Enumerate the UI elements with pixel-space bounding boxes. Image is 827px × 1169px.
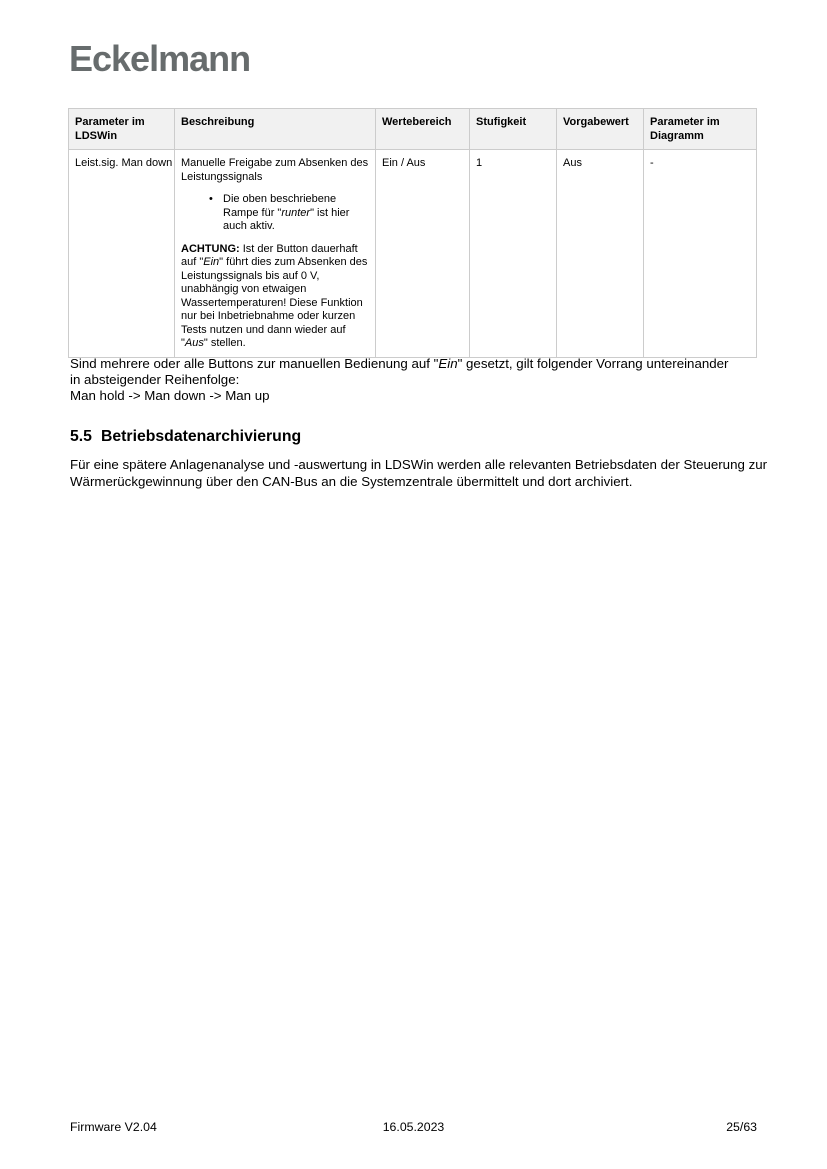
cell-vorgabewert: Aus — [557, 150, 644, 358]
bullet-marker: • — [209, 193, 213, 205]
text-segment: " führt dies zum Absenken des Leistungssignals bis auf 0 V, unabhängig von etwaigen Wassertemperaturen! Diese Funktion nur bei Inbetriebnahme oder kurzen Tests nutzen und dann wieder auf " — [181, 256, 368, 349]
cell-wertebereich: Ein / Aus — [376, 150, 470, 358]
section-title: Betriebsdatenarchivierung — [100, 428, 302, 445]
cell-description — [175, 150, 376, 358]
header-wertebereich: Wertebereich — [376, 109, 470, 150]
footer-page-number: 25/63 — [726, 1120, 757, 1134]
description-bullet-item — [181, 193, 369, 234]
text-segment: " ist hier auch aktiv. — [223, 206, 350, 232]
header-beschreibung: Beschreibung — [175, 109, 376, 150]
section-heading — [70, 428, 301, 446]
italic-term-ein: Ein — [438, 356, 458, 371]
header-parameter-ldswin: Parameter im LDSWin — [69, 109, 175, 150]
warning-label: ACHTUNG: — [181, 242, 240, 255]
italic-term-ein: Ein — [203, 256, 220, 268]
italic-term-runter: runter — [281, 206, 311, 219]
section-number: 5.5 — [70, 428, 92, 445]
footer-date: 16.05.2023 — [382, 1120, 445, 1134]
page-footer — [70, 1120, 757, 1134]
italic-term-aus: Aus — [184, 337, 204, 349]
table-row — [69, 150, 757, 358]
priority-order-line: Man hold -> Man down -> Man up — [70, 388, 270, 403]
text-segment: Sind mehrere oder alle Buttons zur manuellen Bedienung auf " — [70, 356, 439, 371]
header-vorgabewert: Vorgabewert — [557, 109, 644, 150]
cell-diagramm: - — [644, 150, 757, 358]
header-stufigkeit: Stufigkeit — [470, 109, 557, 150]
priority-paragraph — [70, 356, 730, 404]
parameter-table — [68, 108, 757, 358]
bullet-text — [223, 193, 369, 234]
footer-firmware-version: Firmware V2.04 — [70, 1120, 157, 1134]
table-header-row — [69, 109, 757, 150]
section-paragraph: Für eine spätere Anlagenanalyse und -auswertung in LDSWin werden alle relevanten Betriebsdaten der Steuerung zur Wärmerückgewinnung über den CAN-Bus an die Systemzentrale übermittelt und dort archiviert. — [70, 457, 768, 489]
cell-parameter: Leist.sig. Man down — [69, 150, 175, 358]
text-segment: Ist der Button dauerhaft auf " — [181, 242, 358, 268]
description-intro: Manuelle Freigabe zum Absenken des Leistungssignals — [181, 157, 369, 183]
text-segment: " stellen. — [203, 337, 246, 349]
text-segment: Die oben beschriebene Rampe für " — [223, 193, 337, 219]
company-logo: Eckelmann — [69, 38, 251, 79]
text-segment: " gesetzt, gilt folgender Vorrang untereinander in absteigender Reihenfolge: — [70, 356, 729, 387]
description-warning — [181, 243, 369, 351]
cell-stufigkeit: 1 — [470, 150, 557, 358]
header-parameter-diagramm: Parameter im Diagramm — [644, 109, 757, 150]
